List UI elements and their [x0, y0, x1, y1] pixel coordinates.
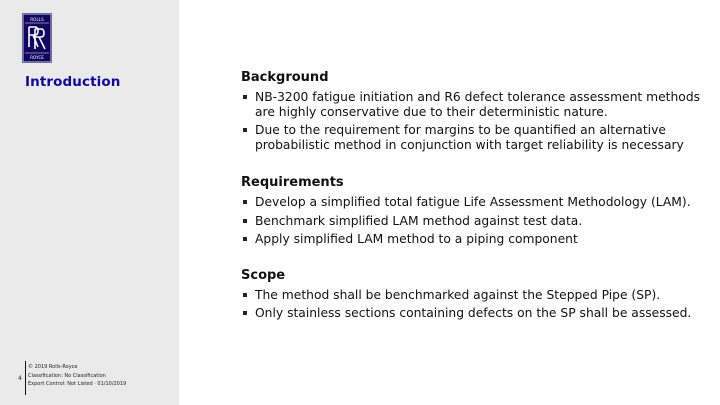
- list-item: Develop a simplified total fatigue Life Assessment Methodology (LAM).: [241, 195, 716, 210]
- scope-bullets: [241, 288, 716, 321]
- background-section: [241, 69, 716, 152]
- footer-classification: Classification: No Classification: [28, 372, 106, 379]
- requirements-bullets: [241, 195, 716, 247]
- logo-top-text: ROLLS: [30, 17, 44, 22]
- background-heading: Background: [241, 70, 329, 85]
- scope-heading: Scope: [241, 267, 286, 283]
- rr-monogram-icon: [22, 13, 52, 63]
- background-bullets: [241, 90, 716, 152]
- left-panel: [0, 0, 179, 405]
- requirements-section: [241, 174, 716, 247]
- footer-divider: [25, 361, 26, 395]
- list-item: Due to the requirement for margins to be quantified an alternative probabilistic method in conjunction with target reliability is necessary: [241, 123, 716, 152]
- list-item: Benchmark simplified LAM method against test data.: [241, 214, 716, 229]
- logo-bottom-text: ROYCE: [30, 55, 44, 60]
- footer-copyright: © 2019 Rolls-Royce: [28, 364, 78, 370]
- rolls-royce-logo-icon: [22, 13, 52, 63]
- footer-text: [28, 363, 126, 389]
- footer-export-control: Export Control: Not Listed · 01/10/2019: [28, 381, 127, 387]
- list-item: NB-3200 fatigue initiation and R6 defect tolerance assessment methods are highly conservative due to their deterministic nature.: [241, 90, 716, 119]
- section-title: Introduction: [25, 74, 121, 90]
- list-item: Apply simplified LAM method to a piping component: [241, 232, 716, 247]
- scope-section: [241, 267, 716, 321]
- list-item: Only stainless sections containing defects on the SP shall be assessed.: [241, 306, 716, 321]
- list-item: The method shall be benchmarked against the Stepped Pipe (SP).: [241, 288, 716, 303]
- requirements-heading: Requirements: [241, 175, 344, 190]
- slide-content: [241, 69, 716, 321]
- page-number: 4: [18, 375, 22, 382]
